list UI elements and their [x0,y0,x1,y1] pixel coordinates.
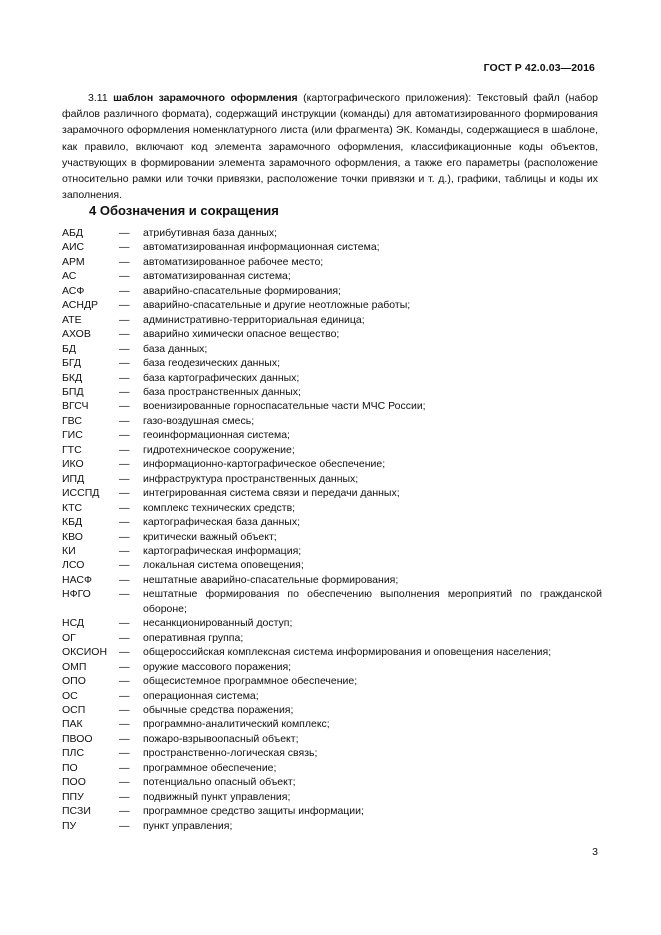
abbreviation-row [62,240,602,254]
abbreviation-definition: информационно-картографическое обеспечение; [143,458,386,471]
abbreviation-row [62,226,602,240]
abbreviation-row [62,298,602,312]
dash-separator: — [119,227,130,239]
abbreviation-term: БПД [62,385,84,398]
dash-separator: — [119,646,130,659]
abbreviation-row [62,399,602,413]
abbreviation-term: БКД [62,371,83,384]
dash-separator: — [119,530,130,543]
page-number: 3 [592,846,598,858]
clause-3-11 [62,90,598,203]
abbreviation-row [62,819,602,833]
dash-separator: — [119,761,130,774]
abbreviation-term: БД [62,342,77,355]
abbreviation-term: ПАК [62,718,83,731]
abbreviation-row [62,674,602,688]
abbreviation-term: НСД [62,617,85,630]
abbreviation-term: ППУ [62,790,84,803]
abbreviation-term: АТЕ [62,313,82,326]
abbreviation-definition: автоматизированное рабочее место; [143,255,324,268]
abbreviation-definition: автоматизированная информационная система; [143,241,380,254]
abbreviation-row [62,660,602,674]
abbreviation-row [62,327,602,341]
dash-separator: — [119,458,130,471]
dash-separator: — [119,472,130,485]
abbreviation-row [62,284,602,298]
dash-separator: — [119,501,130,514]
abbreviation-row [62,717,602,731]
abbreviation-term: ПОО [62,776,86,789]
clause-text: (картографического приложения): Текстовый файл (набор файлов различного формата), содержащий инструкции (команды) для автоматизированного формирования зарамочного оформления номенклатурного листа (или фрагмента) ЭК. Команды, содержащиеся в шаблоне, как правило, включают код элемента зарамочного оформления, классификационные коды объектов, участвующих в формировании элемента зарамочного оформления, а также его параметры (расположение относительно рамки или точки привязки, расположение точки привязки и т. д.), графики, таблицы и коды их заполнения. [62,92,598,202]
abbreviation-term: АБД [62,227,84,239]
dash-separator: — [119,805,130,818]
abbreviation-term: ОС [62,689,78,702]
abbreviation-row [62,689,602,703]
abbreviation-term: АРМ [62,255,85,268]
abbreviation-definition: газо-воздушная смесь; [143,414,255,427]
abbreviation-term: ОПО [62,675,86,688]
abbreviation-term: АХОВ [62,328,91,341]
dash-separator: — [119,400,130,413]
abbreviation-definition: локальная система оповещения; [143,559,304,572]
abbreviation-row [62,544,602,558]
abbreviation-definition: оружие массового поражения; [143,660,292,673]
dash-separator: — [119,357,130,370]
abbreviation-definition: интегрированная система связи и передачи данных; [143,487,400,500]
abbreviation-definition: аварийно-спасательные формирования; [143,284,342,297]
dash-separator: — [119,559,130,572]
abbreviation-definition: программное средство защиты информации; [143,805,364,818]
dash-separator: — [119,732,130,745]
dash-separator: — [119,776,130,789]
abbreviation-row [62,428,602,442]
dash-separator: — [119,328,130,341]
abbreviation-row [62,486,602,500]
dash-separator: — [119,241,130,254]
abbreviation-definition: подвижный пункт управления; [143,790,291,803]
dash-separator: — [119,284,130,297]
abbreviation-term: ГИС [62,429,83,442]
abbreviation-definition: инфраструктура пространственных данных; [143,472,359,485]
abbreviation-row [62,342,602,356]
abbreviation-term: ПСЗИ [62,805,91,818]
clause-number: 3.11 [88,92,108,104]
abbreviation-definition: аварийно химически опасное вещество; [143,328,340,341]
abbreviation-term: ГТС [62,443,82,456]
dash-separator: — [119,371,130,384]
dash-separator: — [119,718,130,731]
abbreviation-term: ОСП [62,703,86,716]
abbreviation-row [62,790,602,804]
dash-separator: — [119,790,130,803]
abbreviation-term: БГД [62,357,81,370]
abbreviation-definition: административно-территориальная единица; [143,313,365,326]
abbreviation-row [62,269,602,283]
abbreviation-definition: автоматизированная система; [143,270,291,283]
abbreviation-term: АС [62,270,77,283]
abbreviation-definition: база картографических данных; [143,371,300,384]
abbreviation-term: ОМП [62,660,87,673]
abbreviation-row [62,616,602,630]
abbreviation-term: ИКО [62,458,84,471]
abbreviation-row [62,587,602,616]
dash-separator: — [119,617,130,630]
abbreviation-row [62,472,602,486]
abbreviation-row [62,385,602,399]
abbreviation-term: ИССПД [62,487,100,500]
abbreviation-term: ГВС [62,414,82,427]
abbreviation-definition: база пространственных данных; [143,385,301,398]
abbreviation-term: НАСФ [62,573,92,586]
dash-separator: — [119,342,130,355]
dash-separator: — [119,660,130,673]
abbreviation-row [62,645,602,659]
abbreviation-term: ЛСО [62,559,85,572]
abbreviation-definition: программное обеспечение; [143,761,277,774]
abbreviation-term: ПЛС [62,747,85,760]
abbreviation-row [62,761,602,775]
abbreviation-definition: пространственно-логическая связь; [143,747,318,760]
abbreviation-definition: общероссийская комплексная система информирования и оповещения населения; [143,646,552,659]
abbreviation-row [62,255,602,269]
abbreviation-row [62,558,602,572]
abbreviation-row [62,371,602,385]
abbreviation-definition: нештатные аварийно-спасательные формирования; [143,573,399,586]
abbreviation-row [62,457,602,471]
dash-separator: — [119,299,130,312]
abbreviation-term: ОКСИОН [62,646,108,659]
abbreviation-definition: пожаро-взрывоопасный объект; [143,732,299,745]
abbreviation-term: АСФ [62,284,85,297]
abbreviation-row [62,356,602,370]
abbreviation-definition: нештатные формирования по обеспечению выполнения мероприятий по гражданской обороне; [143,588,602,615]
abbreviation-term: ОГ [62,631,76,644]
dash-separator: — [119,255,130,268]
abbreviation-row [62,732,602,746]
abbreviation-row [62,746,602,760]
abbreviation-definition: гидротехническое сооружение; [143,443,295,456]
abbreviation-definition: пункт управления; [143,819,233,832]
document-code: ГОСТ Р 42.0.03—2016 [483,62,595,74]
dash-separator: — [119,819,130,832]
abbreviation-term: КИ [62,544,76,557]
abbreviation-term: ПУ [62,819,77,832]
dash-separator: — [119,385,130,398]
abbreviation-term: КБД [62,516,83,529]
abbreviation-definition: оперативная группа; [143,631,244,644]
dash-separator: — [119,675,130,688]
abbreviation-row [62,775,602,789]
dash-separator: — [119,631,130,644]
abbreviation-definition: обычные средства поражения; [143,703,294,716]
abbreviation-term: АИС [62,241,85,254]
abbreviation-definition: комплекс технических средств; [143,501,296,514]
abbreviation-definition: картографическая информация; [143,544,302,557]
dash-separator: — [119,689,130,702]
dash-separator: — [119,573,130,586]
abbreviation-definition: критически важный объект; [143,530,277,543]
dash-separator: — [119,443,130,456]
abbreviation-row [62,530,602,544]
abbreviation-term: ПВОО [62,732,93,745]
abbreviation-term: КВО [62,530,83,543]
abbreviation-term: КТС [62,501,83,514]
dash-separator: — [119,429,130,442]
abbreviation-definition: операционная система; [143,689,259,702]
dash-separator: — [119,414,130,427]
abbreviation-row [62,703,602,717]
section-title: 4 Обозначения и сокращения [89,203,279,218]
dash-separator: — [119,270,130,283]
abbreviation-row [62,313,602,327]
abbreviation-definition: военизированные горноспасательные части МЧС России; [143,400,426,413]
abbreviation-row [62,804,602,818]
abbreviation-row [62,414,602,428]
abbreviation-term: ПО [62,761,78,774]
abbreviation-definition: несанкционированный доступ; [143,617,293,630]
abbreviation-definition: общесистемное программное обеспечение; [143,675,358,688]
dash-separator: — [119,544,130,557]
abbreviation-definition: база данных; [143,342,208,355]
abbreviation-definition: программно-аналитический комплекс; [143,718,330,731]
clause-term: шаблон зарамочного оформления [113,92,298,104]
dash-separator: — [119,588,130,601]
abbreviation-term: ВГСЧ [62,400,89,413]
dash-separator: — [119,747,130,760]
abbreviation-definition: картографическая база данных; [143,516,300,529]
dash-separator: — [119,703,130,716]
abbreviation-definition: потенциально опасный объект; [143,776,296,789]
dash-separator: — [119,487,130,500]
dash-separator: — [119,313,130,326]
abbreviation-definition: аварийно-спасательные и другие неотложные работы; [143,299,411,312]
abbreviation-definition: геоинформационная система; [143,429,290,442]
abbreviation-term: ИПД [62,472,85,485]
abbreviation-list [62,226,602,833]
abbreviation-row [62,515,602,529]
abbreviation-definition: атрибутивная база данных; [143,227,277,239]
abbreviation-row [62,573,602,587]
abbreviation-row [62,631,602,645]
abbreviation-term: НФГО [62,588,91,601]
abbreviation-definition: база геодезических данных; [143,357,280,370]
abbreviation-term: АСНДР [62,299,99,312]
dash-separator: — [119,516,130,529]
abbreviation-row [62,501,602,515]
abbreviation-row [62,443,602,457]
